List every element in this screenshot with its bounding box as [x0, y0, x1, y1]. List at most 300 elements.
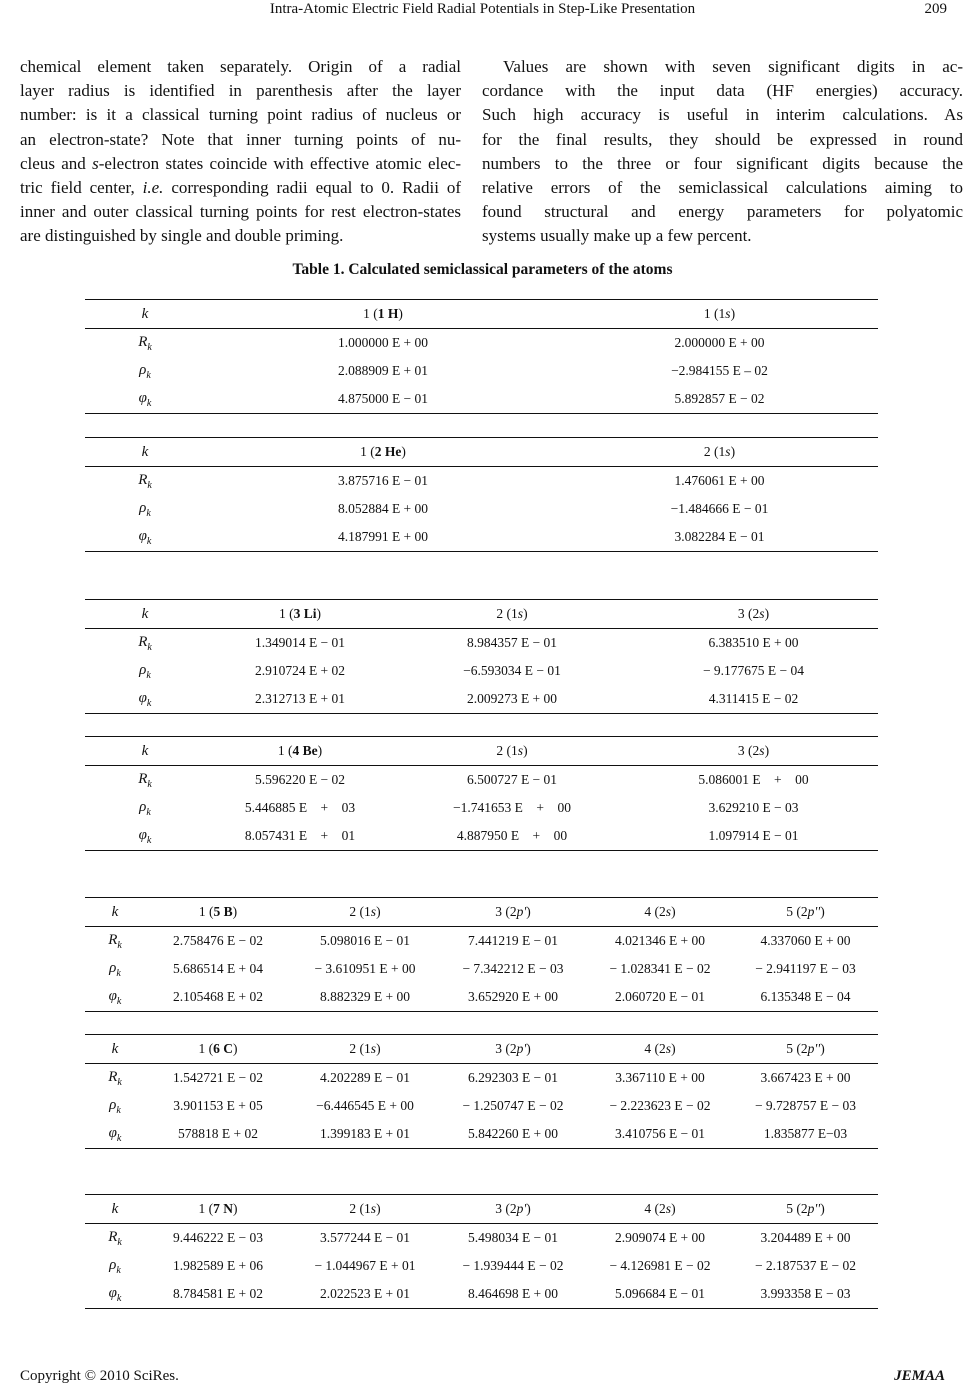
- header-segment: ): [317, 743, 323, 758]
- subscript: k: [117, 1236, 122, 1248]
- table-header-row: [85, 1195, 878, 1224]
- table-cell: − 2.187537 E − 02: [754, 1258, 857, 1273]
- row-label-phi: $\varphi_k$: [108, 987, 122, 1007]
- table-cell: 3.367110 E + 00: [615, 1070, 705, 1085]
- column-header: [629, 737, 878, 766]
- table-cell: 3.629210 E − 03: [708, 800, 799, 815]
- table-cell: 4.021346 E + 00: [614, 933, 706, 948]
- table-cell: 5.596220 E − 02: [254, 772, 346, 787]
- k-label: k: [85, 1195, 145, 1224]
- copyright: Copyright © 2010 SciRes.: [20, 1368, 179, 1384]
- table-caption: Table 1. Calculated semiclassical parameters of the atoms: [292, 261, 673, 278]
- text-segment: relative errors of the semiclassical calculations aiming to: [482, 178, 963, 198]
- text-line: [482, 55, 963, 79]
- row-label-rho: $\rho_k$: [139, 499, 151, 519]
- text-line: [482, 224, 963, 248]
- header-segment: p': [516, 904, 527, 919]
- table-row-rho: [85, 495, 878, 523]
- table-cell: 5.086001 E + 00: [698, 772, 809, 787]
- row-label-R: $R_k$: [108, 931, 122, 951]
- row-label-R: $R_k$: [138, 633, 152, 653]
- page-number: 209: [924, 1, 947, 17]
- header-segment: 1 (: [277, 743, 293, 758]
- header-segment: 7 N: [213, 1201, 233, 1216]
- column-header: [587, 1195, 733, 1224]
- subscript: k: [146, 834, 152, 846]
- table-row-phi: [85, 1120, 878, 1148]
- table-cell: 2.000000 E + 00: [674, 335, 765, 350]
- row-label-phi: $\varphi_k$: [138, 826, 152, 846]
- header-segment: ): [730, 306, 736, 321]
- subscript: k: [147, 641, 152, 653]
- column-header: [561, 300, 878, 329]
- column-header: [145, 898, 291, 927]
- header-segment: s: [370, 1041, 377, 1056]
- table-cell: 2.910724 E + 02: [254, 663, 346, 678]
- header-segment: 1 (: [360, 444, 375, 459]
- table-row-rho: [85, 1252, 878, 1280]
- table-block-6-C: [85, 1034, 878, 1149]
- text-line: [20, 200, 461, 224]
- table-cell: − 1.250747 E − 02: [462, 1098, 564, 1113]
- column-header: [733, 1195, 878, 1224]
- header-segment: 5 (2: [786, 1041, 808, 1056]
- header-segment: 6 C: [213, 1041, 233, 1056]
- subscript: k: [116, 1264, 121, 1276]
- column-header: [291, 898, 439, 927]
- header-segment: ): [316, 606, 321, 621]
- table-cell: − 3.610951 E + 00: [314, 961, 416, 976]
- table-header-row: [85, 438, 878, 467]
- header-segment: 3 (2: [737, 606, 760, 621]
- header-segment: s: [370, 904, 377, 919]
- text-segment: found structural and energy parameters for polyatomic: [482, 202, 963, 222]
- text-line: [482, 128, 963, 152]
- table-cell: 3.410756 E − 01: [614, 1126, 706, 1141]
- table-cell: 1.399183 E + 01: [319, 1126, 411, 1141]
- table-cell: 1.097914 E − 01: [708, 828, 799, 843]
- text-segment: i.e.: [142, 178, 164, 198]
- header-segment: 1 (: [363, 306, 378, 321]
- column-header: [145, 1195, 291, 1224]
- column-header: [291, 1035, 439, 1064]
- table-cell: − 2.941197 E − 03: [755, 961, 856, 976]
- header-segment: ): [730, 444, 736, 459]
- right-column-text: [482, 55, 963, 249]
- text-segment: -electron states coincide with effective atomic elec-: [98, 153, 462, 173]
- text-segment: number: is it a classical turning point radius of nucleus or: [20, 105, 461, 125]
- table-header-row: [85, 737, 878, 766]
- column-header: [205, 438, 561, 467]
- table-cell: 3.082284 E − 01: [674, 529, 765, 544]
- text-line: [482, 200, 963, 224]
- table-cell: 7.441219 E − 01: [467, 933, 559, 948]
- header-segment: 5 (2: [786, 1201, 808, 1216]
- header-segment: ): [526, 904, 531, 919]
- subscript: k: [146, 369, 151, 381]
- header-segment: 2 (1: [349, 904, 371, 919]
- header-segment: 3 Li: [293, 606, 317, 621]
- header-segment: 1 (: [198, 1201, 214, 1216]
- text-line: [20, 103, 461, 127]
- header-segment: ): [526, 1201, 531, 1216]
- text-line: [482, 79, 963, 103]
- table-cell: −2.984155 E – 02: [671, 363, 768, 378]
- row-label-rho: $\rho_k$: [139, 661, 151, 681]
- table-cell: 3.667423 E + 00: [760, 1070, 851, 1085]
- header-segment: ): [526, 1041, 531, 1056]
- header-segment: 2 (1: [703, 444, 726, 459]
- row-label-phi: $\varphi_k$: [108, 1124, 122, 1144]
- header-segment: s: [517, 606, 524, 621]
- table-cell: 5.686514 E + 04: [172, 961, 264, 976]
- table-cell: 5.892857 E − 02: [674, 391, 765, 406]
- table-cell: − 1.044967 E + 01: [314, 1258, 416, 1273]
- header-segment: ): [233, 1201, 238, 1216]
- table-row-phi: [85, 385, 878, 413]
- subscript: k: [146, 507, 151, 519]
- header-segment: s: [665, 1201, 672, 1216]
- text-line: [20, 152, 461, 176]
- text-segment: an electron-state? Note that inner turning points of nu-: [20, 129, 461, 149]
- table-cell: 8.984357 E − 01: [466, 635, 558, 650]
- table-cell: − 9.177675 E − 04: [702, 663, 805, 678]
- column-header: [439, 1035, 587, 1064]
- table-block-2-He: [85, 437, 878, 552]
- header-segment: 1 (: [198, 1041, 214, 1056]
- table-cell: − 1.028341 E − 02: [609, 961, 711, 976]
- column-header: [561, 438, 878, 467]
- text-line: [20, 224, 461, 248]
- header-segment: s: [759, 606, 765, 621]
- column-header: [439, 898, 587, 927]
- table-cell: 2.909074 E + 00: [614, 1230, 706, 1245]
- table-cell: 1.982589 E + 06: [172, 1258, 264, 1273]
- table-cell: 3.204489 E + 00: [760, 1230, 851, 1245]
- header-segment: 2 (1: [349, 1201, 371, 1216]
- table-cell: 1.835877 E−03: [763, 1126, 848, 1141]
- table-cell: 4.311415 E − 02: [708, 691, 799, 706]
- column-header: [733, 898, 878, 927]
- table-cell: −1.484666 E − 01: [670, 501, 769, 516]
- table-block-7-N: [85, 1194, 878, 1309]
- column-header: [395, 600, 629, 629]
- table-cell: 2.009273 E + 00: [466, 691, 558, 706]
- table-cell: 1.349014 E − 01: [254, 635, 346, 650]
- table-row-rho: [85, 1092, 878, 1120]
- text-segment: cleus and: [20, 153, 93, 173]
- header-segment: ): [376, 904, 381, 919]
- table-cell: 8.784581 E + 02: [172, 1286, 264, 1301]
- header-segment: ): [523, 606, 528, 621]
- subscript: k: [116, 1292, 122, 1304]
- table-cell: −6.446545 E + 00: [316, 1098, 414, 1113]
- header-segment: s: [725, 306, 731, 321]
- text-line: [482, 176, 963, 200]
- row-label-rho: $\rho_k$: [109, 1096, 121, 1116]
- table-cell: − 9.728757 E − 03: [754, 1098, 857, 1113]
- header-segment: ): [671, 904, 676, 919]
- header-segment: s: [665, 904, 672, 919]
- table-cell: 5.098016 E − 01: [319, 933, 411, 948]
- table-cell: 3.577244 E − 01: [319, 1230, 411, 1245]
- header-segment: ): [376, 1201, 381, 1216]
- table-cell: 5.096684 E − 01: [614, 1286, 706, 1301]
- subscript: k: [146, 669, 151, 681]
- column-header: [629, 600, 878, 629]
- table-cell: 2.105468 E + 02: [172, 989, 264, 1004]
- table-row-phi: [85, 1280, 878, 1308]
- text-segment: for the final results, they should be expressed in round: [482, 129, 963, 149]
- running-title: Intra-Atomic Electric Field Radial Potentials in Step-Like Presentation: [269, 1, 696, 17]
- header-segment: ): [820, 1201, 825, 1216]
- row-label-R: $R_k$: [138, 333, 152, 353]
- header-segment: ): [820, 1041, 825, 1056]
- table-cell: 5.446885 E + 03: [244, 800, 356, 815]
- header-segment: 2 (1: [349, 1041, 371, 1056]
- header-segment: 3 (2: [495, 1041, 517, 1056]
- table-cell: −6.593034 E − 01: [463, 663, 561, 678]
- column-header: [439, 1195, 587, 1224]
- k-label: k: [85, 600, 205, 629]
- column-header: [587, 898, 733, 927]
- text-line: [20, 176, 461, 200]
- header-segment: ): [401, 444, 406, 459]
- header-segment: ): [233, 1041, 238, 1056]
- header-segment: 2 (1: [496, 743, 518, 758]
- text-segment: chemical element taken separately. Origin of a radial: [20, 57, 461, 76]
- table-cell: 6.135348 E − 04: [760, 989, 851, 1004]
- left-column-text: [20, 55, 461, 249]
- table-cell: − 2.223623 E − 02: [609, 1098, 711, 1113]
- header-segment: 1 (1: [703, 306, 726, 321]
- text-segment: cordance with the input data (HF energies) accuracy.: [482, 81, 963, 101]
- table-cell: 4.337060 E + 00: [760, 933, 851, 948]
- table-cell: 1.542721 E − 02: [172, 1070, 264, 1085]
- header-segment: s: [665, 1041, 672, 1056]
- header-segment: s: [517, 743, 524, 758]
- table-cell: 3.875716 E − 01: [337, 473, 429, 488]
- column-header: [205, 737, 395, 766]
- table-row-phi: [85, 822, 878, 850]
- table-cell: 6.500727 E − 01: [466, 772, 558, 787]
- header-segment: 1 (: [198, 904, 214, 919]
- header-segment: 4 (2: [644, 1201, 666, 1216]
- header-segment: 1 (: [278, 606, 294, 621]
- subscript: k: [147, 341, 152, 353]
- subscript: k: [146, 806, 151, 818]
- header-segment: ): [671, 1201, 676, 1216]
- subscript: k: [116, 1104, 121, 1116]
- table-cell: 8.057431 E + 01: [244, 828, 356, 843]
- text-segment: layer radius is identified in parenthesis after the layer: [20, 81, 461, 101]
- header-segment: ): [764, 743, 770, 758]
- header-segment: 4 (2: [644, 904, 666, 919]
- running-header: [0, 0, 965, 22]
- table-cell: 578818 E + 02: [178, 1126, 258, 1141]
- text-segment: tric field center,: [20, 178, 143, 198]
- column-header: [587, 1035, 733, 1064]
- header-segment: p': [516, 1201, 527, 1216]
- row-label-phi: $\varphi_k$: [108, 1284, 122, 1304]
- table-row-R: [85, 629, 878, 658]
- table-row-phi: [85, 983, 878, 1011]
- page-footer: [20, 1368, 945, 1385]
- header-segment: ): [671, 1041, 676, 1056]
- column-header: [205, 300, 561, 329]
- table-cell: 4.202289 E − 01: [319, 1070, 411, 1085]
- k-label: k: [85, 438, 205, 467]
- k-label: k: [85, 1035, 145, 1064]
- row-label-R: $R_k$: [138, 770, 152, 790]
- table-cell: 2.022523 E + 01: [319, 1286, 411, 1301]
- text-segment: are distinguished by single and double priming.: [20, 226, 344, 246]
- row-label-rho: $\rho_k$: [139, 361, 151, 381]
- subscript: k: [117, 1076, 122, 1088]
- table-cell: 6.383510 E + 00: [708, 635, 799, 650]
- header-segment: 4 Be: [292, 743, 318, 758]
- row-label-phi: $\varphi_k$: [138, 527, 152, 547]
- header-segment: s: [759, 743, 765, 758]
- text-line: [20, 55, 461, 79]
- header-segment: ): [523, 743, 528, 758]
- table-header-row: [85, 1035, 878, 1064]
- header-segment: p': [516, 1041, 527, 1056]
- row-label-R: $R_k$: [108, 1228, 122, 1248]
- text-segment: s: [92, 153, 99, 173]
- k-label: k: [85, 737, 205, 766]
- table-header-row: [85, 300, 878, 329]
- table-cell: 2.088909 E + 01: [337, 363, 429, 378]
- table-cell: 8.464698 E + 00: [467, 1286, 559, 1301]
- subscript: k: [147, 479, 152, 491]
- header-segment: 1 H: [377, 306, 399, 321]
- header-segment: 3 (2: [737, 743, 760, 758]
- table-cell: 8.052884 E + 00: [337, 501, 429, 516]
- text-line: [20, 128, 461, 152]
- table-cell: 3.993358 E − 03: [760, 1286, 851, 1301]
- table-cell: − 4.126981 E − 02: [609, 1258, 711, 1273]
- table-block-1-H: [85, 299, 878, 414]
- journal-name: JEMAA: [894, 1368, 945, 1384]
- table-cell: −1.741653 E + 00: [453, 800, 571, 815]
- table-cell: 9.446222 E − 03: [172, 1230, 264, 1245]
- header-segment: 2 He: [374, 444, 402, 459]
- subscript: k: [146, 535, 152, 547]
- table-cell: 8.882329 E + 00: [319, 989, 411, 1004]
- row-label-phi: $\varphi_k$: [138, 689, 152, 709]
- text-segment: corresponding radii equal to 0. Radii of: [163, 178, 461, 198]
- table-cell: 1.476061 E + 00: [674, 473, 765, 488]
- table-cell: 5.842260 E + 00: [467, 1126, 559, 1141]
- column-header: [395, 737, 629, 766]
- table-header-row: [85, 898, 878, 927]
- header-segment: ): [764, 606, 770, 621]
- text-line: [482, 152, 963, 176]
- row-label-rho: $\rho_k$: [109, 1256, 121, 1276]
- subscript: k: [146, 697, 152, 709]
- table-row-phi: [85, 685, 878, 713]
- table-row-rho: [85, 657, 878, 685]
- header-segment: 3 (2: [495, 1201, 517, 1216]
- header-segment: ): [398, 306, 403, 321]
- row-label-R: $R_k$: [138, 471, 152, 491]
- table-row-R: [85, 1224, 878, 1253]
- table-cell: 4.875000 E − 01: [337, 391, 429, 406]
- table-row-R: [85, 1064, 878, 1093]
- table-cell: − 1.939444 E − 02: [462, 1258, 564, 1273]
- text-segment: numbers to the three or four significant digits because the: [482, 153, 963, 173]
- header-segment: ): [376, 1041, 381, 1056]
- header-segment: p'': [807, 1201, 821, 1216]
- text-segment: systems usually make up a few percent.: [482, 226, 752, 246]
- table-header-row: [85, 600, 878, 629]
- header-segment: 4 (2: [644, 1041, 666, 1056]
- table-row-R: [85, 927, 878, 956]
- text-segment: Values are shown with seven significant digits in ac-: [503, 57, 963, 76]
- subscript: k: [116, 967, 121, 979]
- table-cell: 2.758476 E − 02: [172, 933, 264, 948]
- table-cell: 5.498034 E − 01: [467, 1230, 559, 1245]
- table-cell: 2.312713 E + 01: [254, 691, 346, 706]
- table-cell: 6.292303 E − 01: [467, 1070, 559, 1085]
- table-block-3-Li: [85, 599, 878, 714]
- column-header: [733, 1035, 878, 1064]
- text-segment: inner and outer classical turning points for rest electron-states: [20, 202, 461, 222]
- table-row-rho: [85, 955, 878, 983]
- header-segment: ): [820, 904, 825, 919]
- table-row-rho: [85, 357, 878, 385]
- table-cell: 3.901153 E + 05: [173, 1098, 263, 1113]
- table-cell: 2.060720 E − 01: [614, 989, 706, 1004]
- column-header: [291, 1195, 439, 1224]
- text-segment: Such high accuracy is useful in interim calculations. As: [482, 105, 963, 125]
- table-block-4-Be: [85, 736, 878, 851]
- table-row-R: [85, 766, 878, 795]
- k-label: k: [85, 300, 205, 329]
- row-label-rho: $\rho_k$: [139, 798, 151, 818]
- text-line: [20, 79, 461, 103]
- column-header: [145, 1035, 291, 1064]
- table-row-R: [85, 329, 878, 358]
- k-label: k: [85, 898, 145, 927]
- subscript: k: [116, 1132, 122, 1144]
- table-cell: − 7.342212 E − 03: [462, 961, 564, 976]
- header-segment: s: [370, 1201, 377, 1216]
- column-header: [205, 600, 395, 629]
- header-segment: ): [232, 904, 238, 919]
- row-label-phi: $\varphi_k$: [138, 389, 152, 409]
- header-segment: 5 (2: [786, 904, 808, 919]
- table-cell: 3.652920 E + 00: [467, 989, 559, 1004]
- text-line: [482, 103, 963, 127]
- row-label-rho: $\rho_k$: [109, 959, 121, 979]
- table-block-5-B: [85, 897, 878, 1012]
- table-row-phi: [85, 523, 878, 551]
- header-segment: 2 (1: [496, 606, 518, 621]
- header-segment: p'': [807, 904, 821, 919]
- subscript: k: [117, 939, 122, 951]
- header-segment: 5 B: [213, 904, 233, 919]
- subscript: k: [146, 397, 152, 409]
- row-label-R: $R_k$: [108, 1068, 122, 1088]
- header-segment: s: [725, 444, 731, 459]
- table-row-R: [85, 467, 878, 496]
- table-cell: 4.887950 E + 00: [456, 828, 568, 843]
- subscript: k: [147, 778, 152, 790]
- table-cell: 1.000000 E + 00: [337, 335, 429, 350]
- subscript: k: [116, 995, 122, 1007]
